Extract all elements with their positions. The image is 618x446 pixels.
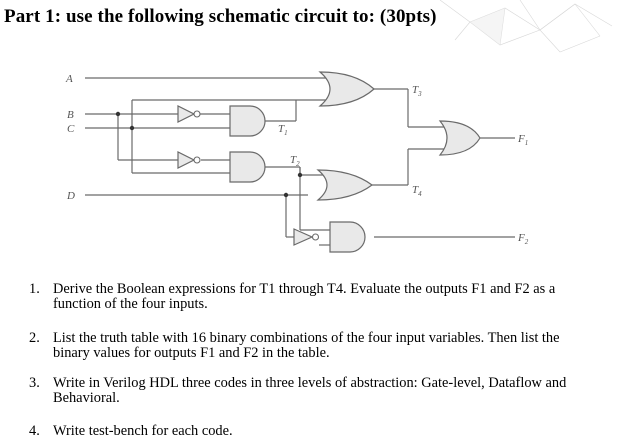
label-d: D [67,190,75,202]
question-text: function of the four inputs. [53,296,208,312]
inverter-d [294,229,312,245]
or-gate-t4 [318,170,372,200]
question-text: Write in Verilog HDL three codes in three levels of abstraction: Gate-level, Dataflow and [53,375,567,391]
label-t4: $T_4$ [412,184,422,198]
or-gate-t3 [320,72,374,106]
page-title: Part 1: use the following schematic circuit to: (30pts) [4,6,437,27]
question-text: Behavioral. [53,390,120,406]
and-gate-t1 [230,106,265,136]
question-number: 3. [29,375,40,391]
and-gate-f2 [330,222,365,252]
question-number: 1. [29,281,40,297]
label-f1: $F_1$ [518,133,529,147]
label-t3: $T_3$ [412,84,422,98]
label-b: B [67,109,74,121]
label-c: C [67,123,75,135]
label-t1: $T_1$ [278,123,288,137]
question-number: 2. [29,330,40,346]
label-t2: $T_2$ [290,154,300,168]
question-text: List the truth table with 16 binary combinations of the four input variables. Then list the [53,330,560,346]
or-gate-f1 [440,121,480,155]
question-text: Write test-bench for each code. [53,423,233,439]
label-a: A [66,73,73,85]
inverter-b-lower [178,152,194,168]
and-gate-t2 [230,152,265,182]
question-number: 4. [29,423,40,439]
inverter-b-upper [178,106,194,122]
question-text: Derive the Boolean expressions for T1 through T4. Evaluate the outputs F1 and F2 as a [53,281,556,297]
label-f2: $F_2$ [518,232,529,246]
question-text: binary values for outputs F1 and F2 in the table. [53,345,330,361]
